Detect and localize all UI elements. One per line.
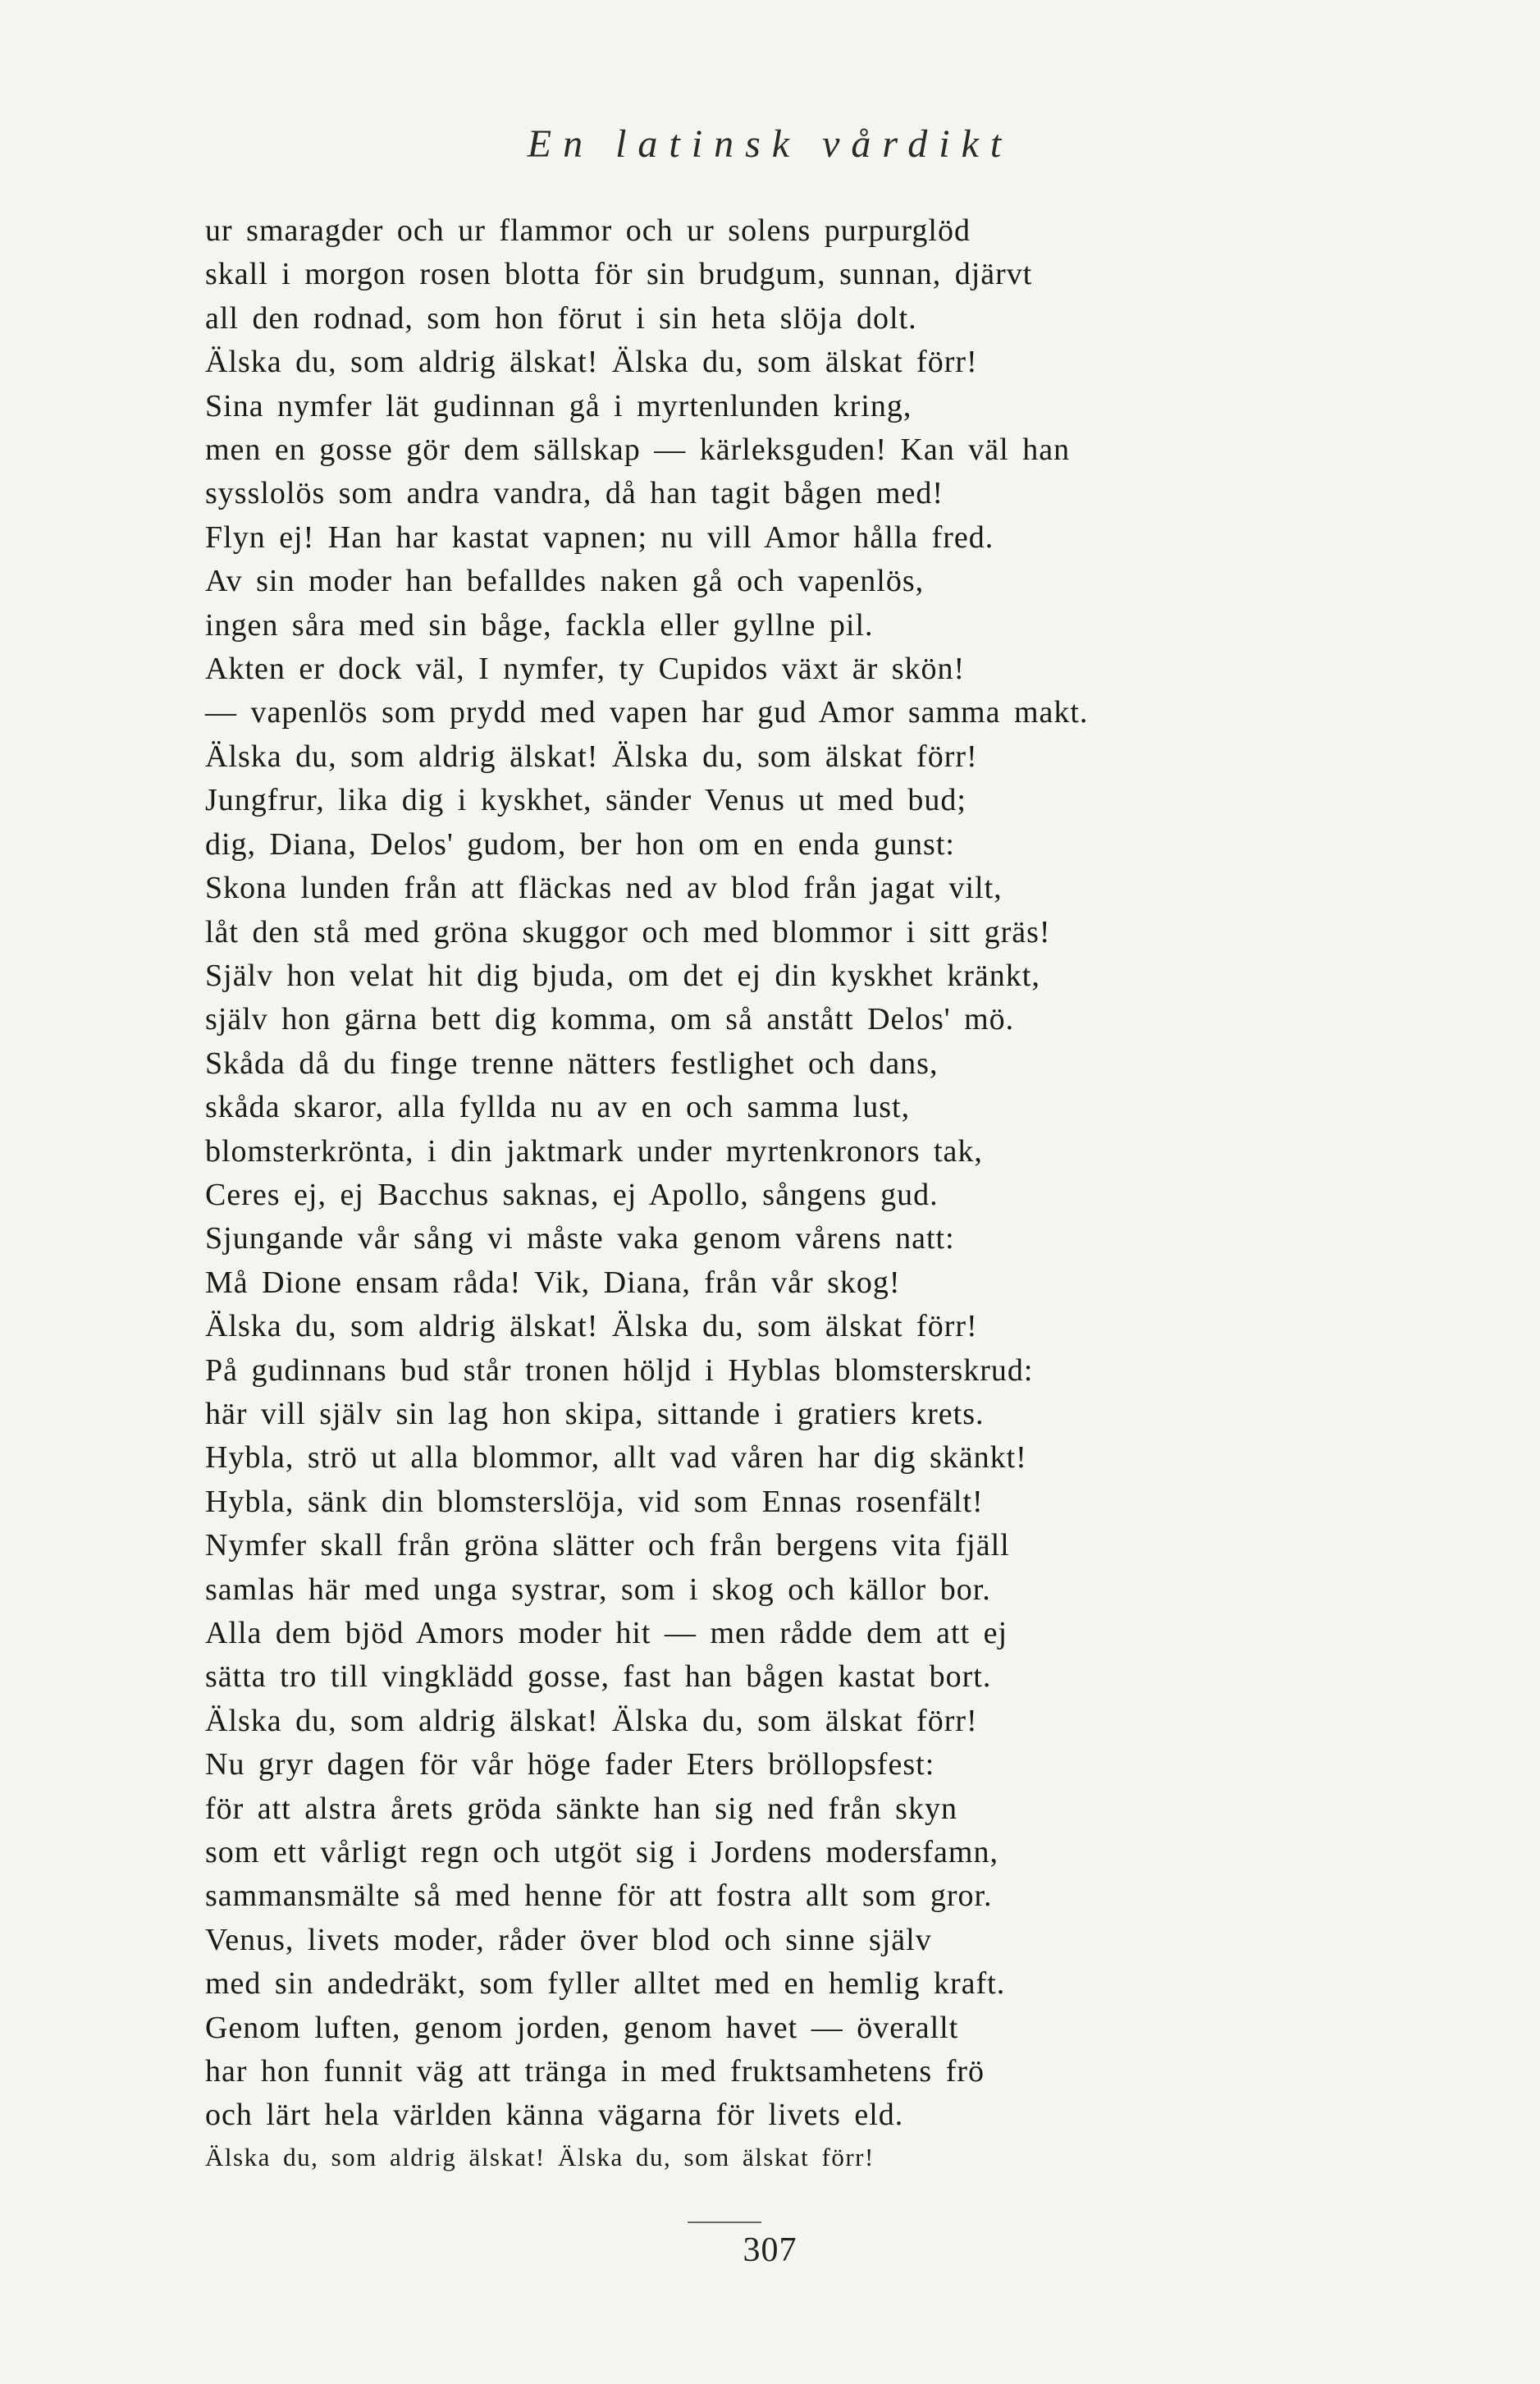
poem-line: Skona lunden från att fläckas ned av blod från jagat vilt, — [205, 871, 1003, 906]
poem-line: Av sin moder han befalldes naken gå och vapenlös, — [205, 564, 925, 599]
poem-line: Må Dione ensam råda! Vik, Diana, från vår skog! — [205, 1265, 901, 1300]
poem-line: Alla dem bjöd Amors moder hit — men rådde dem att ej — [205, 1616, 1008, 1650]
poem-line: men en gosse gör dem sällskap — kärleksguden! Kan väl han — [205, 432, 1071, 468]
poem-line: sammansmälte så med henne för att fostra allt som gror. — [205, 1878, 993, 1914]
poem-refrain: Älska du, som aldrig älskat! Älska du, som älskat förr! — [205, 1309, 978, 1344]
poem-line: Sina nymfer lät gudinnan gå i myrtenlunden kring, — [205, 388, 912, 423]
poem-line: låt den stå med gröna skuggor och med blommor i sitt gräs! — [205, 914, 1051, 949]
poem-line: Akten er dock väl, I nymfer, ty Cupidos växt är skön! — [205, 652, 966, 687]
page-number: 307 — [743, 2231, 797, 2269]
poem-line: som ett vårligt regn och utgöt sig i Jordens modersfamn, — [205, 1835, 998, 1870]
poem-line: dig, Diana, Delos' gudom, ber hon om en enda gunst: — [205, 826, 955, 862]
poem-line: skåda skaror, alla fyllda nu av en och samma lust, — [205, 1090, 911, 1125]
poem-line: Ceres ej, ej Bacchus saknas, ej Apollo, sångens gud. — [205, 1177, 939, 1212]
page-number-rule — [688, 2222, 761, 2223]
poem-line: här vill själv sin lag hon skipa, sittande i gratiers krets. — [205, 1396, 985, 1431]
poem-refrain: Älska du, som aldrig älskat! Älska du, som älskat förr! — [205, 345, 978, 380]
poem-line: Själv hon velat hit dig bjuda, om det ej din kyskhet kränkt, — [205, 958, 1040, 993]
poem-line: har hon funnit väg att tränga in med fruktsamhetens frö — [205, 2054, 985, 2089]
poem-line: Flyn ej! Han har kastat vapnen; nu vill Amor hålla fred. — [205, 519, 994, 555]
poem-line: all den rodnad, som hon förut i sin heta slöja dolt. — [205, 300, 917, 336]
poem-line: ur smaragder och ur flammor och ur solens purpurglöd — [205, 213, 971, 248]
poem-body — [205, 209, 1378, 2177]
poem-line: Sjungande vår sång vi måste vaka genom vårens natt: — [205, 1221, 955, 1256]
poem-refrain: Älska du, som aldrig älskat! Älska du, som älskat förr! — [205, 1703, 978, 1738]
poem-line: blomsterkrönta, i din jaktmark under myrtenkronors tak, — [205, 1133, 983, 1169]
poem-line: Genom luften, genom jorden, genom havet — överallt — [205, 2010, 959, 2045]
poem-line: skall i morgon rosen blotta för sin brudgum, sunnan, djärvt — [205, 257, 1033, 292]
poem-line: Hybla, sänk din blomsterslöja, vid som Ennas rosenfält! — [205, 1484, 984, 1519]
poem-line: med sin andedräkt, som fyller alltet med en hemlig kraft. — [205, 1966, 1006, 2002]
poem-line: sysslolös som andra vandra, då han tagit bågen med! — [205, 476, 944, 511]
poem-line: — vapenlös som prydd med vapen har gud Amor samma makt. — [205, 695, 1089, 730]
poem-line: Jungfrur, lika dig i kyskhet, sänder Venus ut med bud; — [205, 783, 966, 818]
poem-refrain: Älska du, som aldrig älskat! Älska du, som älskat förr! — [205, 739, 978, 774]
poem-line: samlas här med unga systrar, som i skog och källor bor. — [205, 1572, 991, 1607]
poem-line: och lärt hela världen känna vägarna för livets eld. — [205, 2098, 904, 2133]
poem-line: På gudinnans bud står tronen höljd i Hyblas blomsterskrud: — [205, 1352, 1034, 1388]
poem-line: Nymfer skall från gröna slätter och från bergens vita fjäll — [205, 1528, 1010, 1563]
running-title: En latinsk vårdikt — [527, 122, 1013, 166]
poem-line: Venus, livets moder, råder över blod och sinne själv — [205, 1922, 932, 1957]
poem-line: för att alstra årets gröda sänkte han sig ned från skyn — [205, 1791, 957, 1826]
poem-line: Skåda då du finge trenne nätters festlighet och dans, — [205, 1046, 939, 1081]
poem-line: Hybla, strö ut alla blommor, allt vad våren har dig skänkt! — [205, 1440, 1027, 1476]
poem-line: själv hon gärna bett dig komma, om så anstått Delos' mö. — [205, 1002, 1015, 1037]
poem-line: sätta tro till vingklädd gosse, fast han bågen kastat bort. — [205, 1659, 992, 1695]
poem-refrain: Älska du, som aldrig älskat! Älska du, som älskat förr! — [205, 2142, 875, 2171]
poem-line: Nu gryr dagen för vår höge fader Eters bröllopsfest: — [205, 1747, 935, 1782]
poem-line: ingen såra med sin båge, fackla eller gyllne pil. — [205, 607, 874, 643]
